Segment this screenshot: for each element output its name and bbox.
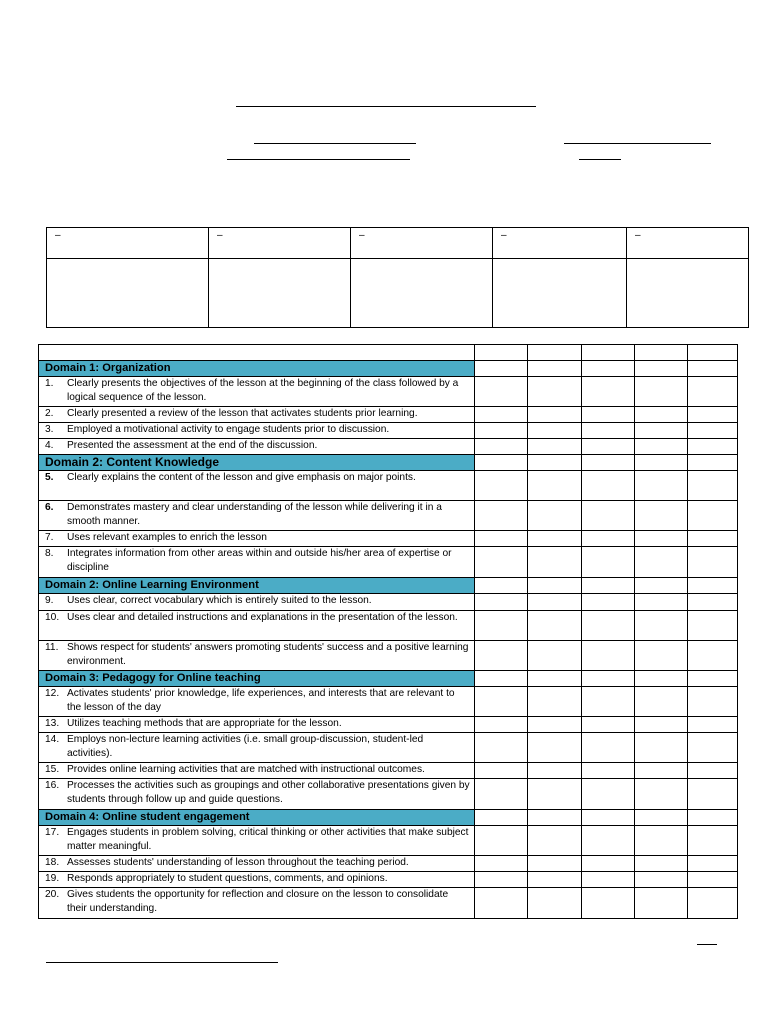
criterion-rating-cell[interactable] — [688, 872, 738, 888]
criterion-row — [39, 826, 738, 856]
criterion-rating-cell[interactable] — [688, 779, 738, 810]
domain-rating-cell[interactable] — [688, 810, 738, 826]
rating-scale-header: – — [627, 228, 749, 259]
criterion-rating-cell[interactable] — [688, 501, 738, 531]
criterion-text: Processes the activities such as groupings and other collaborative presentations given by students through follow up and guide questions. — [67, 780, 470, 805]
criterion-rating-cell[interactable] — [475, 826, 528, 856]
criterion-rating-cell[interactable] — [528, 888, 582, 919]
criterion-rating-cell[interactable] — [688, 856, 738, 872]
criterion-row — [39, 856, 738, 872]
criterion-rating-cell[interactable] — [582, 733, 635, 763]
rating-scale-header: – — [351, 228, 493, 259]
criterion-rating-cell[interactable] — [528, 611, 582, 641]
criterion-number: 7. — [45, 532, 54, 543]
criterion-rating-cell[interactable] — [475, 687, 528, 717]
domain-rating-cell[interactable] — [528, 578, 582, 594]
criterion-rating-cell[interactable] — [582, 763, 635, 779]
criterion-rating-cell[interactable] — [528, 826, 582, 856]
criterion-rating-cell[interactable] — [688, 687, 738, 717]
criterion-number: 4. — [45, 440, 54, 451]
domain-rating-cell[interactable] — [688, 671, 738, 687]
domain-rating-cell[interactable] — [475, 455, 528, 471]
criterion-number: 16. — [45, 780, 60, 791]
criterion-rating-cell[interactable] — [475, 611, 528, 641]
domain-rating-cell[interactable] — [582, 671, 635, 687]
criterion-text: Uses relevant examples to enrich the lesson — [67, 532, 267, 543]
domain-title: Domain 2: Online Learning Environment — [39, 578, 475, 594]
criterion-cell — [39, 779, 475, 810]
criterion-number: 18. — [45, 857, 60, 868]
rating-scale-cell — [47, 259, 209, 328]
criterion-text: Employed a motivational activity to engage students prior to discussion. — [67, 424, 390, 435]
domain-rating-cell[interactable] — [528, 671, 582, 687]
criterion-rating-cell[interactable] — [635, 407, 688, 423]
signature-line[interactable] — [46, 962, 278, 963]
criterion-cell — [39, 594, 475, 611]
criterion-rating-cell[interactable] — [582, 547, 635, 578]
criterion-rating-cell[interactable] — [635, 687, 688, 717]
criterion-rating-cell[interactable] — [582, 779, 635, 810]
criterion-rating-cell[interactable] — [688, 423, 738, 439]
criterion-rating-cell[interactable] — [688, 733, 738, 763]
criterion-rating-cell[interactable] — [688, 531, 738, 547]
criterion-rating-cell[interactable] — [688, 763, 738, 779]
header-rating-cell[interactable] — [475, 345, 528, 361]
criterion-row — [39, 733, 738, 763]
criterion-cell — [39, 856, 475, 872]
domain-rating-cell[interactable] — [528, 361, 582, 377]
criterion-number: 5. — [45, 472, 54, 483]
domain-rating-cell[interactable] — [688, 455, 738, 471]
criterion-rating-cell[interactable] — [635, 439, 688, 455]
criterion-text: Provides online learning activities that are matched with instructional outcomes. — [67, 764, 425, 775]
criterion-rating-cell[interactable] — [635, 779, 688, 810]
criterion-number: 13. — [45, 718, 60, 729]
criterion-number: 6. — [45, 502, 54, 513]
criterion-rating-cell[interactable] — [635, 594, 688, 611]
criterion-rating-cell[interactable] — [688, 888, 738, 919]
criterion-text: Clearly presented a review of the lesson that activates students prior learning. — [67, 408, 418, 419]
criterion-rating-cell[interactable] — [635, 856, 688, 872]
criteria-table — [38, 344, 738, 919]
criterion-cell — [39, 423, 475, 439]
criterion-rating-cell[interactable] — [528, 733, 582, 763]
criterion-rating-cell[interactable] — [582, 531, 635, 547]
criterion-rating-cell[interactable] — [475, 439, 528, 455]
criterion-cell — [39, 611, 475, 641]
criterion-rating-cell[interactable] — [528, 763, 582, 779]
domain-rating-cell[interactable] — [688, 578, 738, 594]
criterion-row — [39, 547, 738, 578]
criterion-cell — [39, 531, 475, 547]
criterion-rating-cell[interactable] — [475, 872, 528, 888]
field-line-right-2[interactable] — [579, 159, 621, 160]
domain-title: Domain 2: Content Knowledge — [39, 455, 475, 471]
criterion-rating-cell[interactable] — [688, 641, 738, 671]
criterion-row — [39, 687, 738, 717]
criterion-cell — [39, 733, 475, 763]
criterion-rating-cell[interactable] — [582, 717, 635, 733]
rating-scale-cell — [627, 259, 749, 328]
criterion-number: 2. — [45, 408, 54, 419]
domain-rating-cell[interactable] — [688, 361, 738, 377]
domain-row — [39, 810, 738, 826]
criterion-rating-cell[interactable] — [688, 547, 738, 578]
rating-scale-header: – — [47, 228, 209, 259]
domain-title: Domain 1: Organization — [39, 361, 475, 377]
title-line[interactable] — [236, 106, 536, 107]
criterion-rating-cell[interactable] — [528, 872, 582, 888]
domain-rating-cell[interactable] — [528, 810, 582, 826]
criterion-rating-cell[interactable] — [635, 888, 688, 919]
criterion-rating-cell[interactable] — [688, 594, 738, 611]
criterion-row — [39, 407, 738, 423]
criterion-rating-cell[interactable] — [528, 501, 582, 531]
criterion-rating-cell[interactable] — [528, 779, 582, 810]
header-rating-cell[interactable] — [688, 345, 738, 361]
criterion-rating-cell[interactable] — [635, 763, 688, 779]
criterion-cell — [39, 641, 475, 671]
rating-scale-header: – — [493, 228, 627, 259]
criterion-cell — [39, 501, 475, 531]
domain-rating-cell[interactable] — [635, 810, 688, 826]
criterion-text: Integrates information from other areas within and outside his/her area of expertise or discipline — [67, 548, 452, 573]
criterion-rating-cell[interactable] — [635, 733, 688, 763]
criterion-rating-cell[interactable] — [582, 611, 635, 641]
criterion-text: Utilizes teaching methods that are appropriate for the lesson. — [67, 718, 342, 729]
criterion-rating-cell[interactable] — [688, 717, 738, 733]
criterion-rating-cell[interactable] — [582, 826, 635, 856]
criterion-row — [39, 888, 738, 919]
criterion-rating-cell[interactable] — [635, 471, 688, 501]
criterion-row — [39, 531, 738, 547]
criterion-rating-cell[interactable] — [475, 717, 528, 733]
criterion-row — [39, 763, 738, 779]
criterion-rating-cell[interactable] — [475, 641, 528, 671]
domain-row — [39, 578, 738, 594]
criterion-row — [39, 423, 738, 439]
criterion-rating-cell[interactable] — [475, 888, 528, 919]
criterion-rating-cell[interactable] — [528, 856, 582, 872]
criterion-rating-cell[interactable] — [635, 611, 688, 641]
criterion-rating-cell[interactable] — [475, 733, 528, 763]
criterion-rating-cell[interactable] — [475, 531, 528, 547]
criteria-header-row — [39, 345, 738, 361]
criterion-cell — [39, 547, 475, 578]
field-line-right-1[interactable] — [564, 143, 711, 144]
rating-scale-header-row — [47, 228, 749, 259]
criterion-cell — [39, 717, 475, 733]
header-rating-cell[interactable] — [582, 345, 635, 361]
domain-rating-cell[interactable] — [475, 671, 528, 687]
criterion-cell — [39, 377, 475, 407]
criterion-text: Clearly presents the objectives of the lesson at the beginning of the class followed by a logical sequence of the lesson. — [67, 378, 459, 403]
criterion-rating-cell[interactable] — [528, 377, 582, 407]
criterion-rating-cell[interactable] — [582, 856, 635, 872]
criterion-cell — [39, 471, 475, 501]
criterion-rating-cell[interactable] — [688, 439, 738, 455]
criterion-cell — [39, 888, 475, 919]
rating-scale-cell — [493, 259, 627, 328]
criterion-text: Assesses students' understanding of lesson throughout the teaching period. — [67, 857, 409, 868]
domain-rating-cell[interactable] — [635, 361, 688, 377]
domain-rating-cell[interactable] — [635, 455, 688, 471]
criterion-rating-cell[interactable] — [635, 641, 688, 671]
criterion-rating-cell[interactable] — [688, 826, 738, 856]
criterion-cell — [39, 763, 475, 779]
criterion-number: 3. — [45, 424, 54, 435]
criterion-number: 9. — [45, 595, 54, 606]
criterion-rating-cell[interactable] — [475, 471, 528, 501]
rating-scale-cell — [209, 259, 351, 328]
criterion-rating-cell[interactable] — [635, 423, 688, 439]
criterion-rating-cell[interactable] — [635, 547, 688, 578]
domain-row — [39, 671, 738, 687]
criterion-rating-cell[interactable] — [582, 407, 635, 423]
criterion-rating-cell[interactable] — [582, 501, 635, 531]
criterion-row — [39, 611, 738, 641]
domain-rating-cell[interactable] — [475, 361, 528, 377]
criterion-number: 15. — [45, 764, 60, 775]
criterion-rating-cell[interactable] — [635, 717, 688, 733]
domain-rating-cell[interactable] — [635, 671, 688, 687]
criterion-number: 14. — [45, 734, 60, 745]
criterion-rating-cell[interactable] — [688, 377, 738, 407]
criterion-rating-cell[interactable] — [475, 501, 528, 531]
domain-rating-cell[interactable] — [582, 455, 635, 471]
domain-rating-cell[interactable] — [582, 810, 635, 826]
criterion-rating-cell[interactable] — [582, 377, 635, 407]
criterion-number: 11. — [45, 642, 59, 653]
criterion-row — [39, 641, 738, 671]
criterion-rating-cell[interactable] — [688, 407, 738, 423]
criterion-cell — [39, 439, 475, 455]
criterion-cell — [39, 872, 475, 888]
criterion-text: Shows respect for students' answers promoting students' success and a positive learning environment. — [67, 642, 469, 667]
criterion-text: Responds appropriately to student questions, comments, and opinions. — [67, 873, 388, 884]
criterion-rating-cell[interactable] — [475, 547, 528, 578]
criterion-rating-cell[interactable] — [582, 439, 635, 455]
criterion-number: 19. — [45, 873, 60, 884]
criteria-header-cell — [39, 345, 475, 361]
domain-rating-cell[interactable] — [582, 361, 635, 377]
rating-scale-cell — [351, 259, 493, 328]
criterion-rating-cell[interactable] — [528, 641, 582, 671]
rating-scale-table — [46, 227, 749, 328]
criterion-rating-cell[interactable] — [635, 501, 688, 531]
criterion-row — [39, 717, 738, 733]
rating-scale-body-row — [47, 259, 749, 328]
criterion-text: Uses clear and detailed instructions and explanations in the presentation of the lesson. — [67, 612, 458, 623]
rating-scale-header: – — [209, 228, 351, 259]
criterion-text: Employs non-lecture learning activities (i.e. small group-discussion, student-led activities). — [67, 734, 424, 759]
criterion-row — [39, 377, 738, 407]
criterion-rating-cell[interactable] — [635, 872, 688, 888]
criterion-number: 1. — [45, 378, 54, 389]
criterion-rating-cell[interactable] — [582, 888, 635, 919]
criterion-text: Activates students' prior knowledge, life experiences, and interests that are relevant to the lesson of the day — [67, 688, 455, 713]
criterion-rating-cell[interactable] — [635, 377, 688, 407]
criterion-rating-cell[interactable] — [475, 779, 528, 810]
criterion-text: Presented the assessment at the end of the discussion. — [67, 440, 318, 451]
criterion-number: 20. — [45, 889, 60, 900]
total-line[interactable] — [697, 944, 717, 945]
criterion-cell — [39, 687, 475, 717]
domain-rating-cell[interactable] — [635, 578, 688, 594]
criterion-row — [39, 501, 738, 531]
domain-row — [39, 361, 738, 377]
criterion-rating-cell[interactable] — [528, 423, 582, 439]
criterion-rating-cell[interactable] — [528, 717, 582, 733]
criterion-rating-cell[interactable] — [475, 407, 528, 423]
criterion-rating-cell[interactable] — [528, 439, 582, 455]
criterion-row — [39, 594, 738, 611]
criterion-text: Uses clear, correct vocabulary which is entirely suited to the lesson. — [67, 595, 372, 606]
domain-rating-cell[interactable] — [475, 578, 528, 594]
criterion-text: Demonstrates mastery and clear understanding of the lesson while delivering it in a smooth manner. — [67, 502, 442, 527]
criterion-rating-cell[interactable] — [475, 594, 528, 611]
criterion-text: Clearly explains the content of the lesson and give emphasis on major points. — [67, 472, 416, 483]
criterion-cell — [39, 407, 475, 423]
domain-title: Domain 4: Online student engagement — [39, 810, 475, 826]
criterion-row — [39, 439, 738, 455]
field-line-left-2[interactable] — [227, 159, 410, 160]
criterion-rating-cell[interactable] — [475, 377, 528, 407]
criterion-rating-cell[interactable] — [475, 763, 528, 779]
criterion-number: 17. — [45, 827, 60, 838]
criterion-row — [39, 471, 738, 501]
criterion-rating-cell[interactable] — [635, 531, 688, 547]
header-rating-cell[interactable] — [635, 345, 688, 361]
criterion-rating-cell[interactable] — [528, 471, 582, 501]
criterion-rating-cell[interactable] — [582, 872, 635, 888]
criterion-rating-cell[interactable] — [582, 641, 635, 671]
criterion-number: 8. — [45, 548, 54, 559]
criterion-rating-cell[interactable] — [528, 407, 582, 423]
criterion-rating-cell[interactable] — [635, 826, 688, 856]
criterion-rating-cell[interactable] — [688, 611, 738, 641]
criterion-rating-cell[interactable] — [528, 547, 582, 578]
criterion-rating-cell[interactable] — [688, 471, 738, 501]
criterion-row — [39, 779, 738, 810]
criterion-rating-cell[interactable] — [582, 687, 635, 717]
criterion-text: Engages students in problem solving, critical thinking or other activities that make subject matter meaningful. — [67, 827, 469, 852]
domain-rating-cell[interactable] — [582, 578, 635, 594]
criterion-rating-cell[interactable] — [528, 687, 582, 717]
criterion-row — [39, 872, 738, 888]
criterion-rating-cell[interactable] — [475, 423, 528, 439]
domain-rating-cell[interactable] — [528, 455, 582, 471]
criterion-number: 10. — [45, 612, 60, 623]
header-rating-cell[interactable] — [528, 345, 582, 361]
domain-rating-cell[interactable] — [475, 810, 528, 826]
criterion-rating-cell[interactable] — [582, 471, 635, 501]
domain-row — [39, 455, 738, 471]
criterion-rating-cell[interactable] — [528, 531, 582, 547]
criterion-number: 12. — [45, 688, 60, 699]
criterion-text: Gives students the opportunity for reflection and closure on the lesson to consolidate their understanding. — [67, 889, 449, 914]
criterion-rating-cell[interactable] — [475, 856, 528, 872]
criterion-cell — [39, 826, 475, 856]
criterion-rating-cell[interactable] — [582, 594, 635, 611]
criterion-rating-cell[interactable] — [582, 423, 635, 439]
criterion-rating-cell[interactable] — [528, 594, 582, 611]
domain-title: Domain 3: Pedagogy for Online teaching — [39, 671, 475, 687]
field-line-left-1[interactable] — [254, 143, 416, 144]
